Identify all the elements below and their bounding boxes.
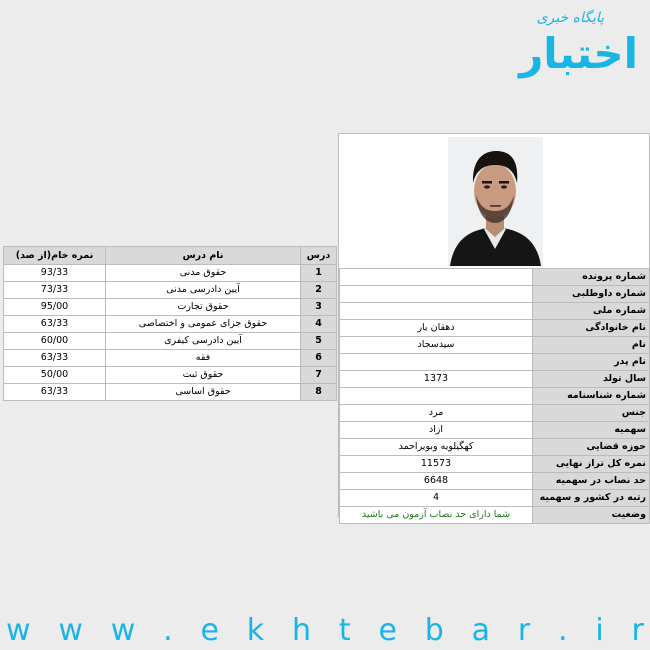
info-value: [340, 354, 533, 371]
candidate-photo: [448, 137, 543, 266]
website-char: r: [517, 612, 531, 648]
course-name: حقوق تجارت: [106, 299, 301, 316]
course-name: حقوق مدنی: [106, 265, 301, 282]
course-score: 73/33: [4, 282, 106, 299]
course-score: 93/33: [4, 265, 106, 282]
info-row: [340, 456, 650, 473]
course-index: 1: [301, 265, 337, 282]
website-char: e: [378, 612, 397, 648]
info-label: شماره ملی: [533, 303, 650, 320]
info-label: جنس: [533, 405, 650, 422]
header-score: نمره خام(از صد): [4, 247, 106, 265]
website-url: [0, 612, 650, 648]
table-row: [4, 384, 337, 401]
info-row: [340, 337, 650, 354]
course-score: 50/00: [4, 367, 106, 384]
header-course-name: نام درس: [106, 247, 301, 265]
info-row: [340, 507, 650, 524]
course-name: فقه: [106, 350, 301, 367]
website-char: w: [110, 612, 136, 648]
results-body: [4, 265, 337, 401]
info-label: نام پدر: [533, 354, 650, 371]
website-char: w: [6, 612, 31, 648]
course-name: حقوق ثبت: [106, 367, 301, 384]
info-row: [340, 269, 650, 286]
logo-subtitle: پایگاه خبری: [536, 10, 604, 26]
info-value: دهقان یار: [340, 320, 533, 337]
course-name: آیین دادرسی مدنی: [106, 282, 301, 299]
info-label: نام خانوادگی: [533, 320, 650, 337]
info-body: [340, 269, 650, 524]
course-index: 6: [301, 350, 337, 367]
candidate-photo-image: [448, 137, 543, 266]
info-row: [340, 405, 650, 422]
course-name: آیین دادرسی کیفری: [106, 333, 301, 350]
course-index: 5: [301, 333, 337, 350]
logo-title: اختبار: [519, 29, 638, 78]
website-char: t: [338, 612, 351, 648]
course-score: 60/00: [4, 333, 106, 350]
info-label: نمره کل تراز نهایی: [533, 456, 650, 473]
info-label: سهمیه: [533, 422, 650, 439]
website-char: w: [58, 612, 83, 648]
info-row: [340, 371, 650, 388]
info-row: [340, 303, 650, 320]
candidate-info-table: [339, 268, 650, 524]
course-score: 63/33: [4, 350, 106, 367]
info-label: حوزه قضایی: [533, 439, 650, 456]
header-index: درس: [301, 247, 337, 265]
results-header-row: [4, 247, 337, 265]
website-char: .: [163, 612, 173, 648]
website-char: b: [424, 612, 444, 648]
table-row: [4, 367, 337, 384]
table-row: [4, 265, 337, 282]
table-row: [4, 333, 337, 350]
course-index: 2: [301, 282, 337, 299]
info-row: [340, 439, 650, 456]
table-row: [4, 316, 337, 333]
course-index: 7: [301, 367, 337, 384]
info-value: ازاد: [340, 422, 533, 439]
table-row: [4, 282, 337, 299]
website-char: i: [595, 612, 604, 648]
info-label: وضعیت: [533, 507, 650, 524]
info-value: [340, 286, 533, 303]
info-label: سال تولد: [533, 371, 650, 388]
info-row: [340, 473, 650, 490]
website-char: k: [246, 612, 265, 648]
info-value: [340, 388, 533, 405]
course-index: 4: [301, 316, 337, 333]
info-row: [340, 354, 650, 371]
candidate-profile: [338, 133, 650, 520]
course-index: 3: [301, 299, 337, 316]
info-value: 4: [340, 490, 533, 507]
course-name: حقوق اساسی: [106, 384, 301, 401]
info-label: حد نصاب در سهمیه: [533, 473, 650, 490]
info-value: سیدسجاد: [340, 337, 533, 354]
exam-results-table: [3, 246, 337, 401]
info-value: [340, 269, 533, 286]
info-value: کهگیلویه وبویراحمد: [340, 439, 533, 456]
info-row: [340, 286, 650, 303]
info-label: شماره پرونده: [533, 269, 650, 286]
course-index: 8: [301, 384, 337, 401]
info-value: مرد: [340, 405, 533, 422]
info-value: 1373: [340, 371, 533, 388]
info-value: 11573: [340, 456, 533, 473]
table-row: [4, 350, 337, 367]
info-label: شماره داوطلبی: [533, 286, 650, 303]
info-row: [340, 490, 650, 507]
website-char: r: [631, 612, 644, 648]
course-score: 63/33: [4, 384, 106, 401]
course-score: 95/00: [4, 299, 106, 316]
course-score: 63/33: [4, 316, 106, 333]
info-label: رتبه در کشور و سهمیه: [533, 490, 650, 507]
info-label: شماره شناسنامه: [533, 388, 650, 405]
website-char: e: [200, 612, 219, 648]
info-value: 6648: [340, 473, 533, 490]
info-row: [340, 320, 650, 337]
info-label: نام: [533, 337, 650, 354]
website-char: a: [471, 612, 490, 648]
website-char: .: [558, 612, 568, 648]
course-name: حقوق جزای عمومی و اختصاصی: [106, 316, 301, 333]
info-row: [340, 388, 650, 405]
site-logo: [520, 8, 638, 86]
status-value: شما دارای حد نصاب آزمون می باشید: [340, 507, 533, 524]
website-char: h: [292, 612, 312, 648]
info-value: [340, 303, 533, 320]
info-row: [340, 422, 650, 439]
table-row: [4, 299, 337, 316]
